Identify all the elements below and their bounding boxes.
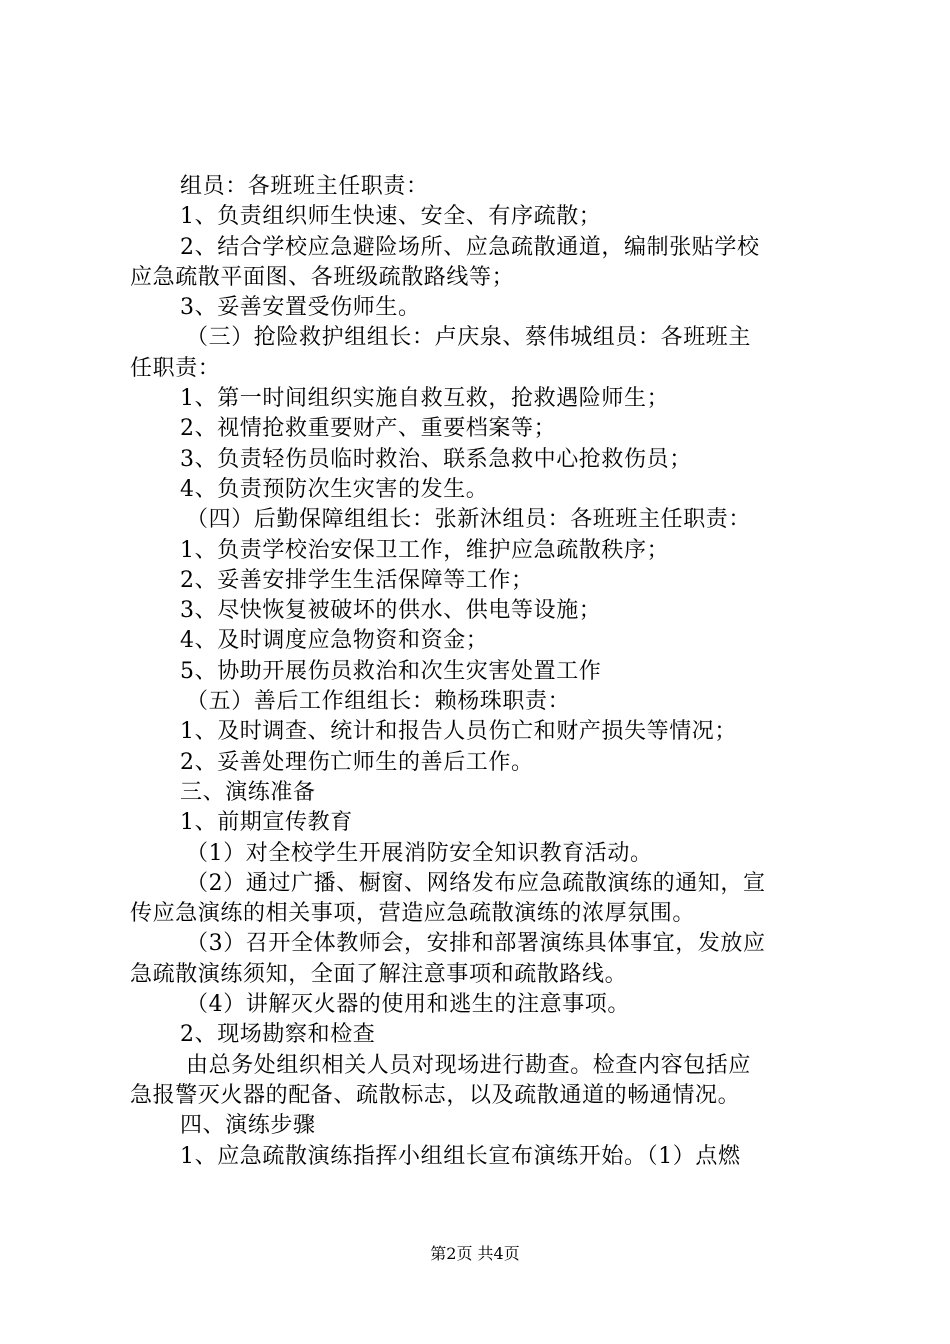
text-line: 5、协助开展伤员救治和次生灾害处置工作 xyxy=(180,658,602,684)
text-line: 1、应急疏散演练指挥小组组长宣布演练开始。（1）点燃 xyxy=(180,1143,741,1169)
text-line: （1）对全校学生开展消防安全知识教育活动。 xyxy=(186,840,653,866)
page-number: 第2页 共4页 xyxy=(430,1244,520,1263)
text-line: 应急疏散平面图、各班级疏散路线等； xyxy=(130,264,515,290)
text-line: 组员：各班班主任职责： xyxy=(180,174,429,199)
text-line: （五）善后工作组组长：赖杨珠职责： xyxy=(186,689,571,715)
text-line: （4）讲解灭火器的使用和逃生的注意事项。 xyxy=(186,992,630,1018)
text-line: 1、负责学校治安保卫工作，维护应急疏散秩序； xyxy=(180,537,670,563)
text-line: 2、结合学校应急避险场所、应急疏散通道，编制张贴学校 xyxy=(180,234,760,260)
page-footer xyxy=(0,1244,950,1264)
text-line: 四、演练步骤 xyxy=(180,1113,316,1139)
text-line: （四）后勤保障组组长：张新沐组员：各班班主任职责： xyxy=(186,507,752,533)
text-line: 2、妥善安排学生生活保障等工作； xyxy=(180,567,534,593)
text-line: 1、及时调查、统计和报告人员伤亡和财产损失等情况； xyxy=(180,719,737,745)
text-line: 4、负责预防次生灾害的发生。 xyxy=(180,476,489,502)
text-line: 2、妥善处理伤亡师生的善后工作。 xyxy=(180,749,534,775)
text-line: 3、负责轻伤员临时救治、联系急救中心抢救伤员； xyxy=(180,446,692,472)
text-line: 由总务处组织相关人员对现场进行勘查。检查内容包括应 xyxy=(186,1052,752,1078)
text-line: 2、视情抢救重要财产、重要档案等； xyxy=(180,416,557,442)
text-line: 急疏散演练须知，全面了解注意事项和疏散路线。 xyxy=(130,961,628,987)
text-line: 4、及时调度应急物资和资金； xyxy=(180,628,489,654)
text-line: （2）通过广播、橱窗、网络发布应急疏散演练的通知，宣 xyxy=(186,870,766,896)
text-line: 任职责： xyxy=(130,355,221,381)
text-line: 传应急演练的相关事项，营造应急疏散演练的浓厚氛围。 xyxy=(130,901,696,927)
document-body xyxy=(130,172,830,1172)
text-line: 1、第一时间组织实施自救互救，抢救遇险师生； xyxy=(180,386,670,412)
text-line: （3）召开全体教师会，安排和部署演练具体事宜，发放应 xyxy=(186,931,766,957)
text-line: 1、前期宣传教育 xyxy=(180,810,353,836)
text-line: 1、负责组织师生快速、安全、有序疏散； xyxy=(180,204,602,230)
text-line: （三）抢险救护组组长：卢庆泉、蔡伟城组员：各班班主 xyxy=(186,325,752,351)
text-line: 3、尽快恢复被破坏的供水、供电等设施； xyxy=(180,598,602,624)
text-line: 2、现场勘察和检查 xyxy=(180,1022,376,1048)
text-line: 急报警灭火器的配备、疏散标志，以及疏散通道的畅通情况。 xyxy=(130,1082,741,1108)
text-line: 3、妥善安置受伤师生。 xyxy=(180,295,421,321)
text-line: 三、演练准备 xyxy=(180,779,316,805)
